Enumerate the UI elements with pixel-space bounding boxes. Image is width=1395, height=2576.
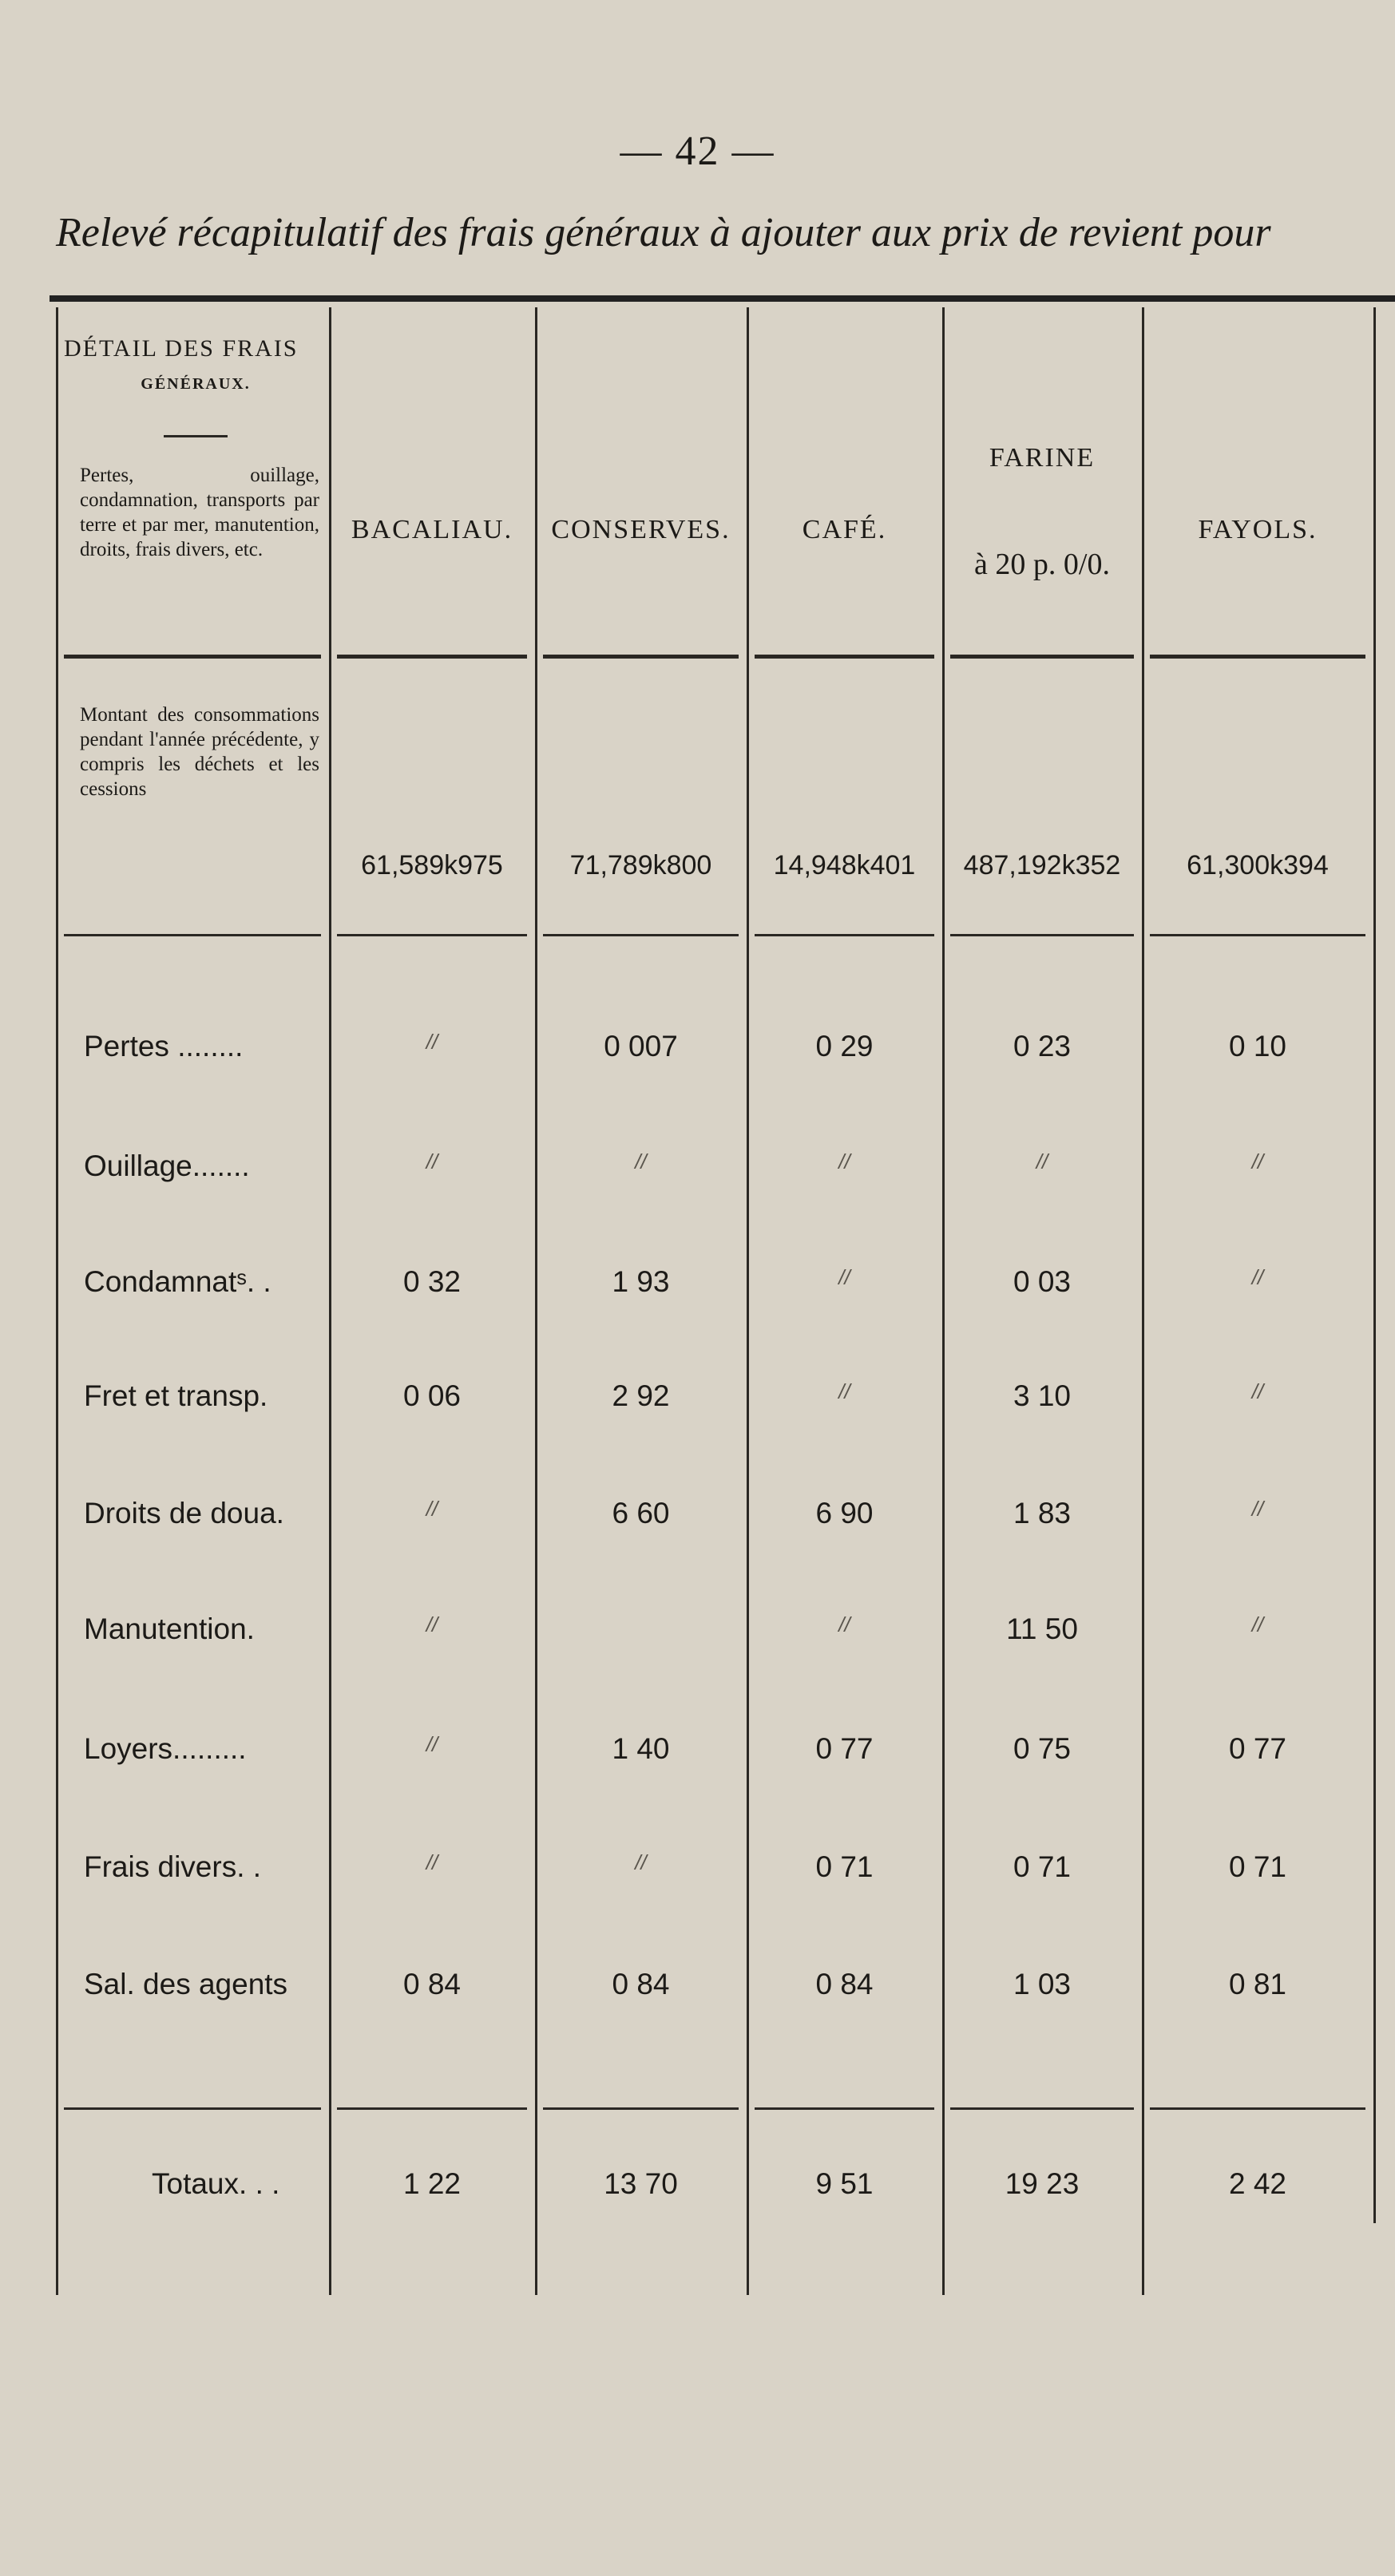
- header-conserves: CONSERVES.: [551, 515, 731, 544]
- page-number: — 42 —: [620, 129, 775, 174]
- montant-value: 61,300k394: [1187, 850, 1329, 880]
- row-divider: [337, 655, 527, 659]
- row-value: //: [838, 1150, 850, 1173]
- row-label: Ouillage.......: [84, 1150, 250, 1182]
- header-bacaliau: BACALIAU.: [351, 515, 513, 544]
- detail-description: Pertes, ouillage, condamnation, transports par terre et par mer, manutention, droits, frais divers, etc.: [80, 465, 319, 560]
- row-divider: [950, 655, 1134, 659]
- row-divider: [543, 655, 739, 659]
- montant-value: 61,589k975: [361, 850, 503, 880]
- header-small-rule: [164, 435, 228, 437]
- row-value: 0 10: [1228, 1030, 1286, 1062]
- row-value: 0 84: [402, 1968, 461, 2000]
- row-value: //: [426, 1850, 438, 1874]
- totals-value: 9 51: [815, 2167, 874, 2200]
- row-value: 0 03: [1013, 1265, 1071, 1298]
- row-divider: [755, 2107, 934, 2110]
- row-divider: [755, 934, 934, 936]
- row-divider: [337, 934, 527, 936]
- row-value: 0 29: [815, 1030, 874, 1062]
- row-value: //: [1251, 1265, 1264, 1289]
- montant-value: 487,192k352: [963, 850, 1121, 880]
- row-value: //: [838, 1379, 850, 1403]
- row-value: 0 32: [402, 1265, 461, 1298]
- row-divider: [755, 655, 934, 659]
- column-divider: [56, 307, 58, 2295]
- row-label: Pertes ........: [84, 1030, 244, 1062]
- row-value: //: [838, 1612, 850, 1636]
- row-divider: [543, 934, 739, 936]
- row-value: 0 06: [402, 1379, 461, 1412]
- row-divider: [64, 655, 321, 659]
- row-value: //: [635, 1850, 647, 1874]
- row-label: Droits de doua.: [84, 1497, 284, 1529]
- row-value: //: [838, 1265, 850, 1289]
- totals-label: Totaux. . .: [152, 2167, 280, 2200]
- row-divider: [1150, 655, 1365, 659]
- row-label: Condamnatˢ. .: [84, 1265, 271, 1298]
- row-value: //: [1036, 1150, 1048, 1173]
- row-value: 0 007: [604, 1030, 678, 1062]
- row-value: //: [1251, 1497, 1264, 1521]
- totals-value: 2 42: [1228, 2167, 1286, 2200]
- row-value: //: [1251, 1379, 1264, 1403]
- row-value: 1 83: [1013, 1497, 1071, 1529]
- page-title: Relevé récapitulatif des frais généraux à ajouter aux prix de revient pour: [56, 210, 1271, 255]
- column-divider: [1373, 307, 1376, 2223]
- totals-value: 19 23: [1005, 2167, 1080, 2200]
- row-value: 1 03: [1013, 1968, 1071, 2000]
- row-value: 0 75: [1013, 1732, 1071, 1765]
- row-value: 0 77: [815, 1732, 874, 1765]
- montant-label: Montant des consommations pendant l'année précédente, y compris les déchets et les cessions: [80, 704, 319, 800]
- row-value: //: [426, 1612, 438, 1636]
- row-divider: [950, 2107, 1134, 2110]
- row-value: //: [426, 1030, 438, 1054]
- row-value: 11 50: [1006, 1612, 1078, 1645]
- montant-value: 14,948k401: [773, 850, 916, 880]
- header-farine: FARINE: [989, 443, 1096, 473]
- detail-subtitle: GÉNÉRAUX.: [141, 375, 251, 393]
- row-value: 0 71: [1013, 1850, 1071, 1883]
- row-value: //: [426, 1732, 438, 1756]
- row-value: //: [1251, 1150, 1264, 1173]
- detail-title: DÉTAIL DES FRAIS: [64, 335, 299, 362]
- row-value: 3 10: [1013, 1379, 1071, 1412]
- row-value: //: [426, 1497, 438, 1521]
- row-value: 6 60: [612, 1497, 670, 1529]
- row-divider: [543, 2107, 739, 2110]
- row-value: //: [426, 1150, 438, 1173]
- row-divider: [337, 2107, 527, 2110]
- header-fayols: FAYOLS.: [1198, 515, 1318, 544]
- header-farine-sub: à 20 p. 0/0.: [974, 548, 1110, 581]
- row-divider: [950, 934, 1134, 936]
- row-value: 0 71: [815, 1850, 874, 1883]
- row-value: 0 23: [1013, 1030, 1071, 1062]
- row-value: 1 40: [612, 1732, 670, 1765]
- row-value: 0 84: [815, 1968, 874, 2000]
- header-cafe: CAFÉ.: [802, 515, 887, 544]
- row-divider: [1150, 2107, 1365, 2110]
- row-label: Manutention.: [84, 1612, 255, 1645]
- row-divider: [64, 934, 321, 936]
- montant-value: 71,789k800: [569, 850, 712, 880]
- row-value: 2 92: [612, 1379, 670, 1412]
- row-label: Sal. des agents: [84, 1968, 288, 2000]
- row-label: Frais divers. .: [84, 1850, 262, 1883]
- row-divider: [64, 2107, 321, 2110]
- row-value: 0 84: [612, 1968, 670, 2000]
- row-value: 0 77: [1228, 1732, 1286, 1765]
- row-value: 1 93: [612, 1265, 670, 1298]
- totals-value: 1 22: [402, 2167, 461, 2200]
- row-value: //: [635, 1150, 647, 1173]
- row-value: 6 90: [815, 1497, 874, 1529]
- row-value: 0 71: [1228, 1850, 1286, 1883]
- row-value: 0 81: [1228, 1968, 1286, 2000]
- row-divider: [1150, 934, 1365, 936]
- row-value: //: [1251, 1612, 1264, 1636]
- table-top-rule: [50, 295, 1395, 302]
- row-label: Loyers.........: [84, 1732, 247, 1765]
- totals-value: 13 70: [604, 2167, 678, 2200]
- row-label: Fret et transp.: [84, 1379, 268, 1412]
